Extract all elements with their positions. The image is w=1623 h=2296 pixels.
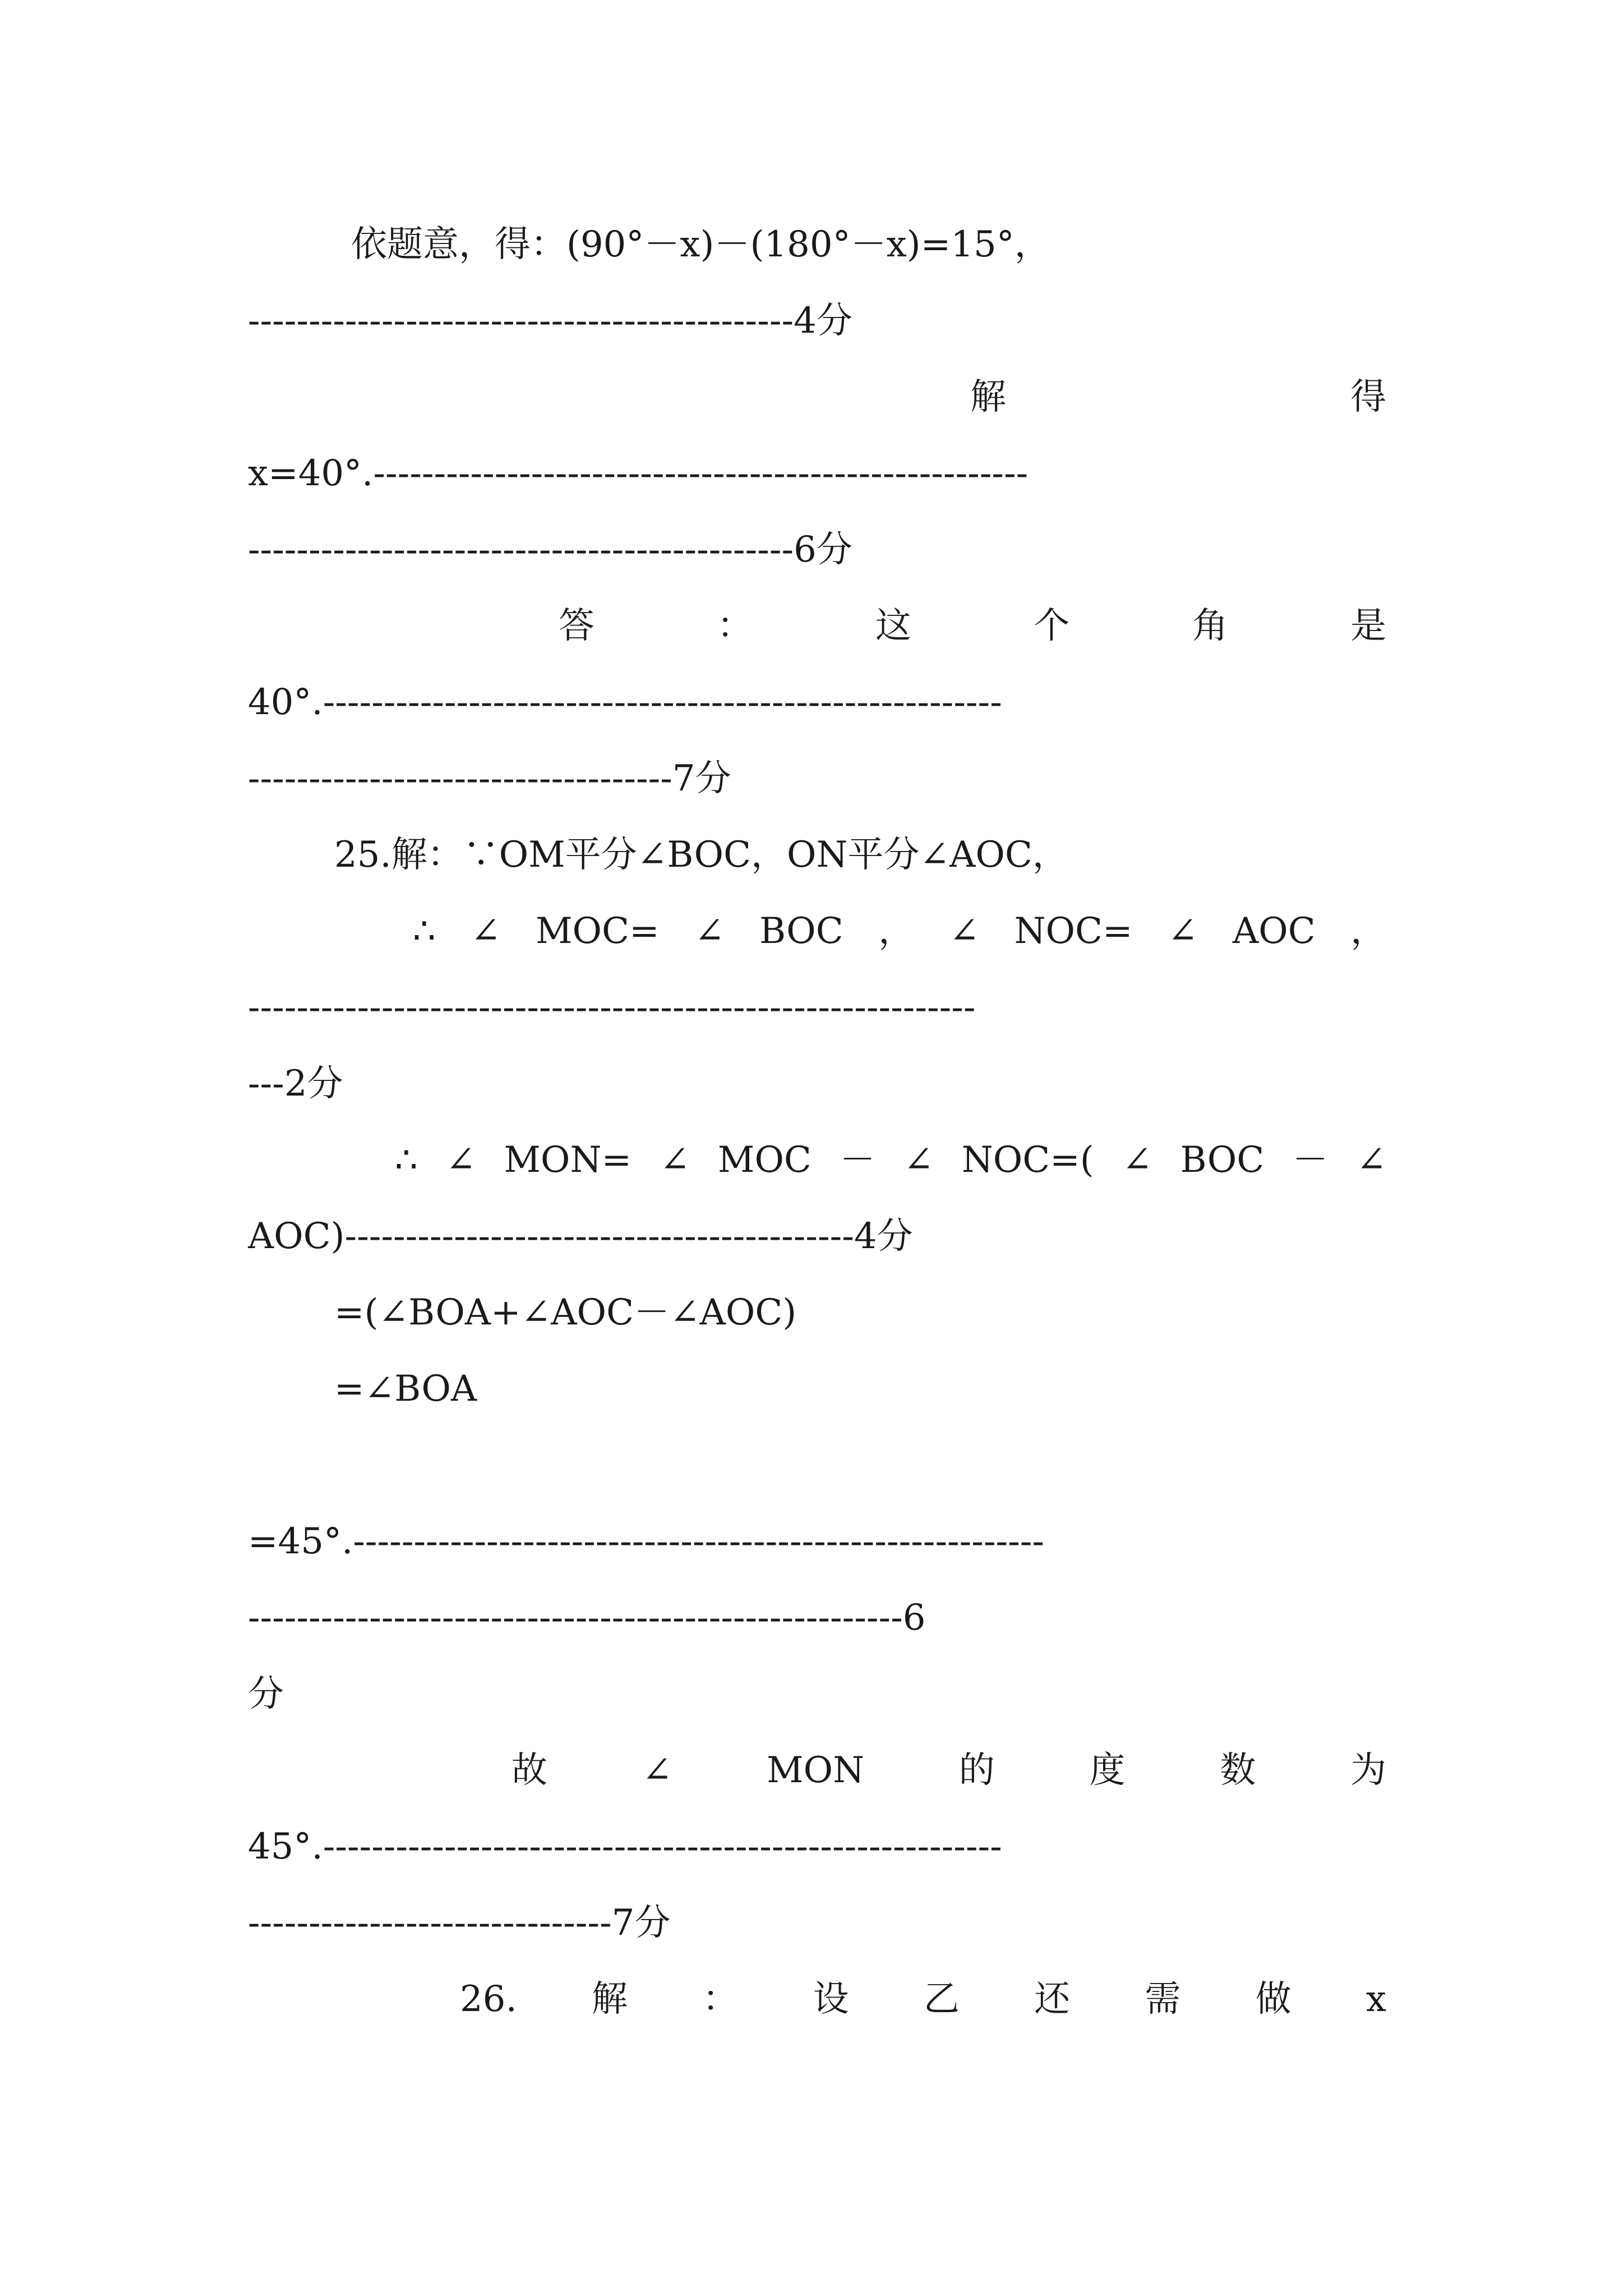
line-x-value: x=40°.------------------------------------------------------ <box>248 453 1029 494</box>
word: ∠ <box>694 910 725 952</box>
line-answer-value: 40°.-------------------------------------------------------- <box>248 682 1002 723</box>
line-angle-halves <box>413 898 1386 965</box>
word: ： <box>702 1978 739 2020</box>
line-problem-25: 25.解：∵OM平分∠BOC，ON平分∠AOC， <box>334 834 1068 876</box>
word: MOC <box>717 1139 811 1181</box>
word: ， <box>1350 910 1386 952</box>
word: 个 <box>1034 605 1070 647</box>
line-simplified: =∠BOA <box>334 1368 477 1410</box>
line-result: =45°.--------------------------------------------------------- <box>248 1521 1045 1562</box>
line-mon-derivation <box>395 1126 1386 1194</box>
line-answer <box>559 592 1386 660</box>
line-equation-setup: 依题意，得：(90°－x)－(180°－x)=15°， <box>351 224 1050 265</box>
line-score-7b: ------------------------------7分 <box>248 1902 671 1944</box>
word: － <box>839 1139 875 1181</box>
word: 的 <box>958 1750 995 1791</box>
word: 解 <box>970 376 1006 418</box>
word: ∴ <box>395 1139 418 1181</box>
word: ∠ <box>949 910 980 952</box>
line-conclusion-value: 45°.-------------------------------------------------------- <box>248 1826 1002 1867</box>
line-score-7: -----------------------------------7分 <box>248 758 731 799</box>
word: 得 <box>1350 376 1386 418</box>
word: ， <box>878 910 915 952</box>
word: 答 <box>559 605 594 647</box>
word: ： <box>717 605 753 647</box>
line-dashes: ------------------------------------------------------------ <box>248 987 976 1028</box>
line-solve-heading <box>970 364 1386 431</box>
word: － <box>1292 1139 1329 1181</box>
word: 解 <box>592 1978 628 2020</box>
word: 乙 <box>923 1978 960 2020</box>
line-score-4b: AOC)------------------------------------------4分 <box>248 1216 913 1257</box>
word: 26. <box>460 1978 517 2020</box>
word: MOC= <box>536 910 660 952</box>
word: 设 <box>813 1978 849 2020</box>
word: ∠ <box>642 1750 672 1791</box>
line-score-2: ---2分 <box>248 1063 343 1105</box>
line-score-6b: ------------------------------------------------------6 <box>248 1597 926 1639</box>
word: MON <box>767 1750 865 1791</box>
word: 需 <box>1145 1978 1181 2020</box>
line-conclusion <box>511 1737 1386 1804</box>
word: ∠ <box>1356 1139 1386 1181</box>
word: ∠ <box>903 1139 934 1181</box>
word: ∠ <box>445 1139 476 1181</box>
line-score-unit: 分 <box>248 1673 284 1715</box>
word: AOC <box>1232 910 1316 952</box>
word: 角 <box>1192 605 1228 647</box>
word: NOC= <box>1014 910 1133 952</box>
line-score-6: ---------------------------------------------6分 <box>248 529 852 570</box>
line-problem-26 <box>460 1966 1386 2033</box>
word: BOC <box>1180 1139 1265 1181</box>
word: ∠ <box>1122 1139 1152 1181</box>
word: 度 <box>1089 1750 1126 1791</box>
word: 故 <box>511 1750 547 1791</box>
line-score-4: ---------------------------------------------4分 <box>248 300 852 342</box>
word: NOC=( <box>961 1139 1094 1181</box>
line-substitution: =(∠BOA+∠AOC－∠AOC) <box>334 1292 797 1333</box>
word: 数 <box>1220 1750 1256 1791</box>
word: ∠ <box>660 1139 690 1181</box>
word: 做 <box>1255 1978 1292 2020</box>
word: MON= <box>504 1139 632 1181</box>
word: 为 <box>1350 1750 1386 1791</box>
word: ∠ <box>1167 910 1198 952</box>
word: 是 <box>1350 605 1386 647</box>
word: BOC <box>759 910 843 952</box>
word: 这 <box>875 605 911 647</box>
word: ∠ <box>471 910 501 952</box>
word: x <box>1366 1978 1386 2020</box>
word: ∴ <box>413 910 436 952</box>
word: 还 <box>1034 1978 1071 2020</box>
